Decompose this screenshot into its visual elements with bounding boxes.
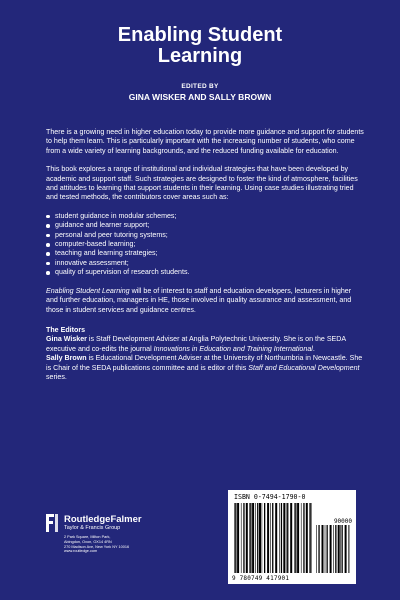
list-item: quality of supervision of research students.: [46, 268, 364, 277]
list-item: guidance and learner support;: [46, 221, 364, 230]
ean-digits: 9 780749 417901: [232, 575, 290, 582]
blurb: [46, 128, 364, 382]
price-code: 90000: [333, 518, 352, 525]
list-item: personal and peer tutoring systems;: [46, 231, 364, 240]
gina-bio-text-2: .: [312, 344, 315, 353]
addon-barcode-bars-icon: [316, 525, 350, 573]
gina-journal: Innovations in Education and Training International: [153, 344, 313, 353]
list-item: student guidance in modular schemes;: [46, 212, 364, 221]
blurb-paragraph-3-text: will be of interest to staff and education developers, lecturers in higher and further education, managers in HE, those involved in quality assurance and assessment, and those in student services and guidance centres.: [46, 286, 352, 314]
list-item: innovative assessment;: [46, 259, 364, 268]
publisher-group: Taylor & Francis Group: [64, 525, 121, 531]
sally-series: Staff and Educational Development: [248, 363, 360, 372]
edited-by-label: EDITED BY: [181, 83, 219, 90]
publisher-logo: [44, 512, 194, 582]
blurb-paragraph-3: [46, 287, 364, 315]
list-item: teaching and learning strategies;: [46, 249, 364, 258]
title-line-2: Learning: [157, 45, 243, 67]
editors-heading: The Editors: [46, 325, 86, 334]
blurb-paragraph-2: This book explores a range of institutional and individual strategies that have been developed by academic and support staff. Such strategies are designed to foster the kind of atmosphere, facilities and attitudes to learning that support students in their learning. Using case studies illustrating tried and tested methods, the contributors cover areas such as:: [46, 165, 358, 202]
list-item: computer-based learning;: [46, 240, 364, 249]
sally-bio-text-2: series.: [46, 372, 67, 381]
sally-name: Sally Brown: [46, 354, 87, 363]
gina-bio: [46, 335, 364, 354]
publisher-name: RoutledgeFalmer: [64, 514, 142, 525]
address-line: www.routledge.com: [64, 549, 98, 554]
address-line: Abingdon, Oxon, OX14 4RN: [64, 539, 112, 544]
book-title-inline: Enabling Student Learning: [46, 286, 130, 295]
barcode-bars-icon: [234, 503, 312, 573]
address-line: 270 Madison Ave, New York NY 10016: [64, 544, 130, 549]
title-line-1: Enabling Student: [117, 24, 283, 46]
isbn-text: ISBN 0-7494-1790-0: [234, 493, 306, 501]
editors-section: [46, 326, 364, 382]
topics-list: [46, 212, 364, 278]
sally-bio-text-1: is Educational Development Adviser at the University of Northumbria in Newcastle. She is Chair of the SEDA publications committee and is editor of this: [46, 354, 363, 372]
gina-bio-text-1: is Staff Development Adviser at Anglia Polytechnic University. She is on the SEDA executive and co-edits the journal: [46, 335, 346, 353]
publisher-address: [64, 535, 129, 554]
routledge-falmer-logo-icon: [44, 512, 60, 534]
sally-bio: [46, 354, 364, 382]
gina-name: Gina Wisker: [46, 335, 87, 344]
editors-names: GINA WISKER AND SALLY BROWN: [128, 92, 272, 102]
blurb-paragraph-1: There is a growing need in higher education today to provide more guidance and support for students to help them learn. This is particularly important with the increasing number of students, who come from a wide variety of learning backgrounds, and the reduced funding available for education.: [46, 128, 364, 155]
address-line: 2 Park Square, Milton Park,: [64, 535, 111, 539]
barcode-panel: [228, 490, 356, 584]
book-title: [0, 25, 400, 67]
